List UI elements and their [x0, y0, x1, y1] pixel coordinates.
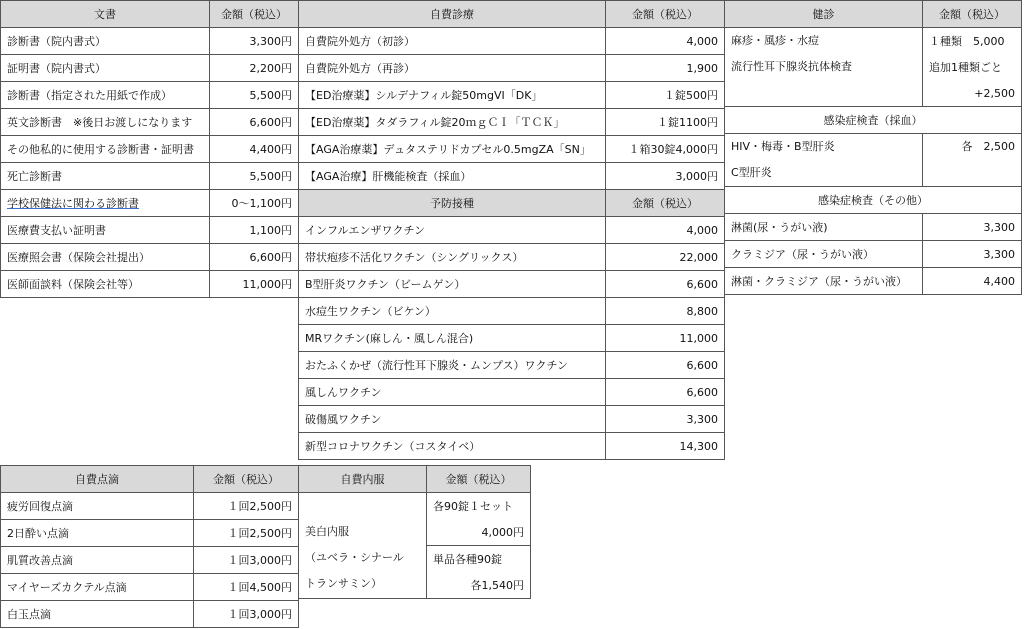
checkup-price: 追加1種類ごと [923, 54, 1022, 80]
vaccine-price: 8,800 [606, 298, 725, 325]
table-row [299, 28, 725, 55]
iv-drip-price: １回2,500円 [194, 520, 299, 547]
document-name: 診断書（院内書式） [1, 28, 210, 55]
oral-medicine-line: トランサミン） [305, 577, 382, 590]
oral-medicine-set-label: 各90錠１セット [427, 493, 531, 520]
table-row [299, 406, 725, 433]
infection-blood-items [725, 134, 923, 187]
infection-blood-price-text: 各 2,500 [961, 140, 1015, 153]
infection-other-price: 3,300 [923, 241, 1022, 268]
table-row [1, 574, 299, 601]
iv-drip-price: １回4,500円 [194, 574, 299, 601]
document-price: 6,600円 [210, 109, 299, 136]
table-row [1, 520, 299, 547]
document-price: 5,500円 [210, 82, 299, 109]
checkup-price: +2,500 [923, 80, 1022, 107]
table-row [725, 214, 1022, 241]
vaccine-name: MRワクチン(麻しん・風しん混合) [299, 325, 606, 352]
self-pay-item: 【ED治療薬】タダラフィル錠20ｍｇＣＩ「ＴＣＫ」 [299, 109, 606, 136]
table-row [1, 55, 299, 82]
document-price: 11,000円 [210, 271, 299, 298]
oral-medicine-set-price: 4,000円 [427, 519, 531, 546]
table-row [1, 163, 299, 190]
oral-medicine-line: 美白内服 [305, 525, 349, 538]
table-row [299, 325, 725, 352]
table-row [1, 271, 299, 298]
iv-drip-name: 2日酔い点滴 [1, 520, 194, 547]
self-pay-item: 【AGA治療薬】デュタステリドカプセル0.5mgZA「SN」 [299, 136, 606, 163]
document-name: 英文診断書 ※後日お渡しになります [1, 109, 210, 136]
infection-blood-price [923, 134, 1022, 187]
self-pay-item: 自費院外処方（初診） [299, 28, 606, 55]
document-name: 診断書（指定された用紙で作成） [1, 82, 210, 109]
table-row [299, 136, 725, 163]
checkup-header: 健診 [725, 1, 923, 28]
table-row [1, 244, 299, 271]
infection-blood-title: 感染症検査（採血） [725, 107, 1022, 134]
vaccine-price: 6,600 [606, 352, 725, 379]
table-row [1, 28, 299, 55]
infection-other-item: クラミジア（尿・うがい液） [725, 241, 923, 268]
iv-drip-price: １回3,000円 [194, 547, 299, 574]
checkup-price-header: 金額（税込） [923, 1, 1022, 28]
document-price: 6,600円 [210, 244, 299, 271]
document-name: 医療照会書（保険会社提出） [1, 244, 210, 271]
document-name: 医療費支払い証明書 [1, 217, 210, 244]
vaccine-price: 4,000 [606, 217, 725, 244]
document-price: 3,300円 [210, 28, 299, 55]
vaccine-name: B型肝炎ワクチン（ビームゲン） [299, 271, 606, 298]
iv-drip-name: 白玉点滴 [1, 601, 194, 628]
table-row [1, 601, 299, 628]
self-pay-item: 自費院外処方（再診） [299, 55, 606, 82]
self-pay-item: 【ED治療薬】シルデナフィル錠50mgVI「DK」 [299, 82, 606, 109]
document-name: 死亡診断書 [1, 163, 210, 190]
infection-other-price: 3,300 [923, 214, 1022, 241]
table-row [1, 82, 299, 109]
document-name: 医師面談料（保険会社等） [1, 271, 210, 298]
table-row [299, 109, 725, 136]
vaccine-price: 22,000 [606, 244, 725, 271]
vaccine-price: 11,000 [606, 325, 725, 352]
self-pay-price: １錠500円 [606, 82, 725, 109]
iv-drip-header: 自費点滴 [1, 466, 194, 493]
table-row [299, 433, 725, 460]
iv-drip-price-header: 金額（税込） [194, 466, 299, 493]
documents-fee-table [0, 0, 299, 298]
infection-blood-item: HIV・梅毒・B型肝炎 [731, 140, 835, 153]
self-pay-and-vaccine-table [298, 0, 725, 460]
infection-other-title: 感染症検査（その他） [725, 187, 1022, 214]
vaccine-price: 6,600 [606, 379, 725, 406]
table-row [1, 493, 299, 520]
infection-other-item: 淋菌(尿・うがい液) [725, 214, 923, 241]
vaccine-name: 風しんワクチン [299, 379, 606, 406]
table-row [299, 55, 725, 82]
table-row [299, 217, 725, 244]
document-price: 5,500円 [210, 163, 299, 190]
table-row [725, 268, 1022, 295]
infection-other-price: 4,400 [923, 268, 1022, 295]
checkup-price: １種類 5,000 [923, 28, 1022, 55]
self-pay-price: １箱30錠4,000円 [606, 136, 725, 163]
table-row [299, 82, 725, 109]
table-row [299, 271, 725, 298]
table-row [1, 109, 299, 136]
vaccine-price: 3,300 [606, 406, 725, 433]
table-row [1, 136, 299, 163]
table-row [1, 190, 299, 217]
self-pay-item: 【AGA治療】肝機能検査（採血） [299, 163, 606, 190]
vaccine-name: 帯状疱疹不活化ワクチン（シングリックス） [299, 244, 606, 271]
vaccine-price: 6,600 [606, 271, 725, 298]
documents-header: 文書 [1, 1, 210, 28]
oral-medicine-single-price: 各1,540円 [427, 572, 531, 599]
iv-drip-price: １回2,500円 [194, 493, 299, 520]
iv-drip-name: マイヤーズカクテル点滴 [1, 574, 194, 601]
self-pay-price-header: 金額（税込） [606, 1, 725, 28]
vaccine-name: 破傷風ワクチン [299, 406, 606, 433]
document-price: 2,200円 [210, 55, 299, 82]
oral-medicine-single-label: 単品各種90錠 [427, 546, 531, 573]
oral-medicine-description [299, 493, 427, 599]
table-row [725, 241, 1022, 268]
infection-blood-item: C型肝炎 [731, 166, 772, 179]
vaccine-price: 14,300 [606, 433, 725, 460]
document-price: 1,100円 [210, 217, 299, 244]
self-pay-price: １錠1100円 [606, 109, 725, 136]
vaccine-name: 水痘生ワクチン（ビケン） [299, 298, 606, 325]
table-row [299, 298, 725, 325]
vaccine-name: おたふくかぜ（流行性耳下腺炎・ムンプス）ワクチン [299, 352, 606, 379]
vaccine-name: インフルエンザワクチン [299, 217, 606, 244]
oral-medicine-line: （ユベラ・シナール [305, 551, 404, 564]
iv-drip-name: 肌質改善点滴 [1, 547, 194, 574]
oral-medicine-price-header: 金額（税込） [427, 466, 531, 493]
self-pay-header: 自費診療 [299, 1, 606, 28]
document-name: 学校保健法に関わる診断書 [1, 190, 210, 217]
document-price: 0〜1,100円 [210, 190, 299, 217]
vaccine-name: 新型コロナワクチン（コスタイベ） [299, 433, 606, 460]
vaccine-header: 予防接種 [299, 190, 606, 217]
documents-price-header: 金額（税込） [210, 1, 299, 28]
iv-drip-price: １回3,000円 [194, 601, 299, 628]
checkup-infection-table [724, 0, 1022, 295]
table-row [299, 163, 725, 190]
table-row [1, 547, 299, 574]
table-row [299, 244, 725, 271]
iv-drip-name: 疲労回復点滴 [1, 493, 194, 520]
vaccine-price-header: 金額（税込） [606, 190, 725, 217]
self-pay-price: 3,000円 [606, 163, 725, 190]
document-name: その他私的に使用する診断書・証明書 [1, 136, 210, 163]
oral-medicine-header: 自費内服 [299, 466, 427, 493]
oral-medicine-table [298, 465, 531, 599]
iv-drip-table [0, 465, 299, 628]
table-row [1, 217, 299, 244]
table-row [299, 352, 725, 379]
table-row [299, 379, 725, 406]
infection-other-item: 淋菌・クラミジア（尿・うがい液） [725, 268, 923, 295]
document-name: 証明書（院内書式） [1, 55, 210, 82]
document-price: 4,400円 [210, 136, 299, 163]
self-pay-price: 4,000 [606, 28, 725, 55]
checkup-item: 麻疹・風疹・水痘 [731, 34, 819, 47]
self-pay-price: 1,900 [606, 55, 725, 82]
checkup-item: 流行性耳下腺炎抗体検査 [731, 60, 852, 73]
checkup-items [725, 28, 923, 107]
